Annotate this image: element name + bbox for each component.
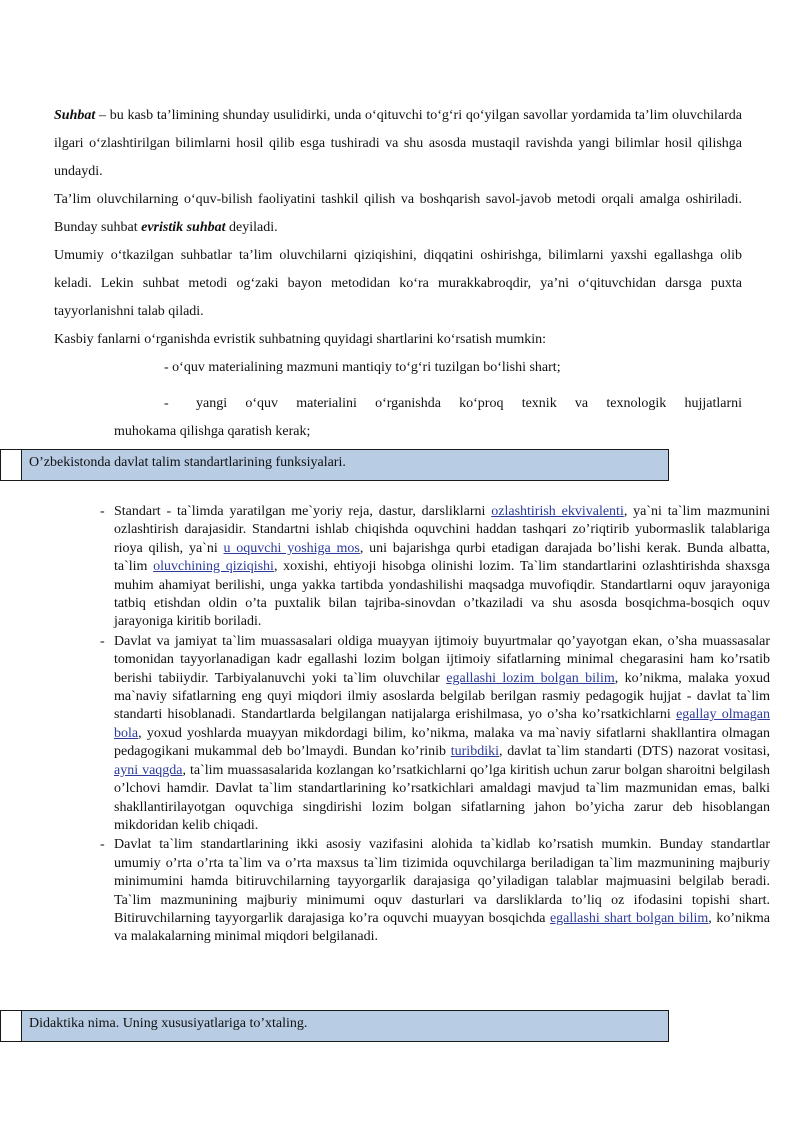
list-text: , davlat ta`lim standarti (DTS) nazorat vositasi, — [498, 744, 771, 760]
term-evristik-suhbat: evristik suhbat — [141, 220, 226, 235]
question-title: Didaktika nima. Uning xususiyatlariga to’xtaling. — [22, 1011, 669, 1041]
link-ayni-vaqgda[interactable]: ayni vaqgda — [114, 762, 183, 778]
list-text: , uni bajarishga qurbi etadigan darajada bo’lishi kerak. Bunda albatta, ta`lim — [114, 540, 770, 575]
link-oquvchi-yoshiga-mos[interactable]: u oquvchi yoshiga mos — [223, 540, 360, 556]
question-box-1 — [0, 449, 669, 481]
list-text: , ko’nikma, malaka yoxud ma`naviy sifatlarning eng quyi miqdori ilmiy asoslarda belgilab berilgan rasmiy pedagogik hujjat - davlat ta`lim standarti hisoblanadi. Standartlarda belgilangan natijalarga erishilmasa, yo o’sha ko’rsatkichlarni — [114, 670, 770, 723]
paragraph-evristik — [54, 186, 742, 242]
list-item — [100, 503, 770, 632]
paragraph-umumiy: Umumiy o‘tkazilgan suhbatlar ta’lim oluvchilarni qiziqishini, diqqatini oshirishga, bilimlarni yaxshi egallashga olib keladi. Lekin suhbat metodi og‘zaki bayon metodidan ko‘ra murakkabroqdir, ya’ni o‘qituvchidan darsga puxta tayyorlanishni talab qiladi. — [54, 248, 742, 319]
link-oluvchining-qiziqishi[interactable]: oluvchining qiziqishi — [153, 559, 274, 575]
list-dash: - — [100, 504, 105, 519]
standards-list — [100, 503, 770, 947]
link-turibdiki[interactable]: turibdiki — [450, 744, 499, 760]
list-text: Standart - ta`limda yaratilgan me`yoriy reja, dastur, darsliklarni — [114, 504, 492, 519]
link-egallashi-lozim-bolgan-bilim[interactable]: egallashi lozim bolgan bilim — [446, 670, 615, 686]
link-egallashi-shart-bolgan-bilim[interactable]: egallashi shart bolgan bilim — [549, 910, 709, 926]
list-text: Davlat ta`lim standartlarining ikki asosiy vazifasini alohida ta`kidlab ko’rsatish mumkin. Bunday standartlar umumiy o’rta o’rta ta`lim va o’rta maxsus ta`lim tizimida oquvchilarga beriladigan ta`lim mazmunining majburiy minimumini hamda bitiruvchilarning tayyorgarlik darajasiga qo’yiladigan talablar majmuasini belgilab beradi. Ta`lim mazmunining majburiy minimumi oquv dasturlari va darsliklarda to’liq oz ifodasini topishi shart. Bitiruvchilarning tayyorgarlik darajasiga ko’ra oquvchi muayyan bosqichda — [114, 837, 770, 926]
link-egallay-olmagan-bola[interactable]: egallay olmagan bola — [114, 707, 770, 741]
link-ozlashtirish-ekvivalenti[interactable]: ozlashtirish ekvivalenti — [491, 504, 624, 519]
condition-2-line1: - yangi o‘quv materialini o‘rganishda ko‘proq texnik va texnologik hujjatlarni — [164, 396, 742, 411]
list-text: Davlat va jamiyat ta`lim muassasalari oldiga muayyan ijtimoiy buyurtmalar qo’yayotgan ekan, o’sha muassasalar tomonidan tayyorlanadigan kadr egallashi lozim bolgan ijtimoiy sifatlarning minimal chegarasini ham ko’rsatib berishi tabiiydir. Tarbiyalanuvchi yoki ta`lim oluvchilar — [114, 633, 770, 686]
question-title: O’zbekistonda davlat talim standartlarining funksiyalari. — [22, 450, 669, 480]
condition-2-line2: muhokama qilishga qaratish kerak; — [114, 424, 311, 439]
list-dash: - — [100, 633, 105, 649]
question-box-2 — [0, 1010, 669, 1042]
condition-1: - o‘quv materialining mazmuni mantiqiy to‘g‘ri tuzilgan bo‘lishi shart; — [164, 360, 561, 375]
list-item — [100, 836, 770, 946]
list-text: , ko’nikma va malakalarning minimal miqdori belgilanadi. — [114, 910, 770, 945]
list-text: , xoxishi, ehtiyoji hisobga olinishi lozim. Ta`lim standartlarini ozlashtirishda shaxsga muhim ahamiyat berilishi, unga yakka tartibda yondashilishi maqsadga muvofiqdir. Standartlarni oquv jarayoniga tatbiq etishdan oldin o’ta puxtalik bilan tajriba-sinovdan o’tkaziladi va shu asosda bosqichma-bosqich oquv jarayoniga kiritib boriladi. — [114, 559, 770, 630]
list-dash: - — [100, 837, 105, 853]
paragraph-text: – bu kasb ta’limining shunday usulidirki, unda o‘qituvchi to‘g‘ri qo‘yilgan savollar yordamida ta’lim oluvchilarda ilgari o‘zlashtirilgan bilimlarni hosil qilib esga tushiradi va shu asosda mustaqil ravishda yangi bilimlar hosil qilishga undaydi. — [54, 108, 742, 179]
list-text: , ya`ni ta`lim mazmunini ozlashtirish darajasidir. Standartni ishlab chiqishda oquvchini haddan tashqari zo’riqtirib yubormaslik talablariga rioya qilish, ya`ni — [114, 504, 771, 556]
paragraph-text: Ta’lim oluvchilarning o‘quv-bilish faoliyatini tashkil qilish va boshqarish savol-javob metodi orqali amalga oshiriladi. Bunday suhbat — [54, 192, 742, 235]
list-text: , ta`lim muassasalarida kozlangan ko’rsatkichlarni qo’lga kiritish uchun zarur bolgan sharoitni belgilash o’lchovi hamdir. Davlat ta`lim standartlarining ko’rsatkichlari amaldagi mavjud ta`lim mazmunidan emas, balki shakllantirilayotgan oquvchiga singdirishi lozim bolgan sifatlarning jahon bo’yicha zarur deb hisoblangan mikdoridan kelib chiqadi. — [114, 762, 771, 833]
question-marker — [1, 1011, 22, 1041]
list-item — [100, 633, 770, 835]
paragraph-suhbat-definition — [54, 102, 742, 186]
term-suhbat: Suhbat — [54, 108, 96, 123]
list-text: , yoxud yoshlarda muayyan mikdordagi bilim, ko’nikma, malaka va ma`naviy sifatlarni shakllantira olmagan pedagogikani mukammal deb bo’lmaydi. Bundan ko’rinib — [114, 725, 770, 760]
paragraph-kasbiy: Kasbiy fanlarni o‘rganishda evristik suhbatning quyidagi shartlarini ko‘rsatish mumkin: — [54, 332, 546, 347]
question-marker — [1, 450, 22, 480]
paragraph-text: deyiladi. — [225, 220, 278, 235]
